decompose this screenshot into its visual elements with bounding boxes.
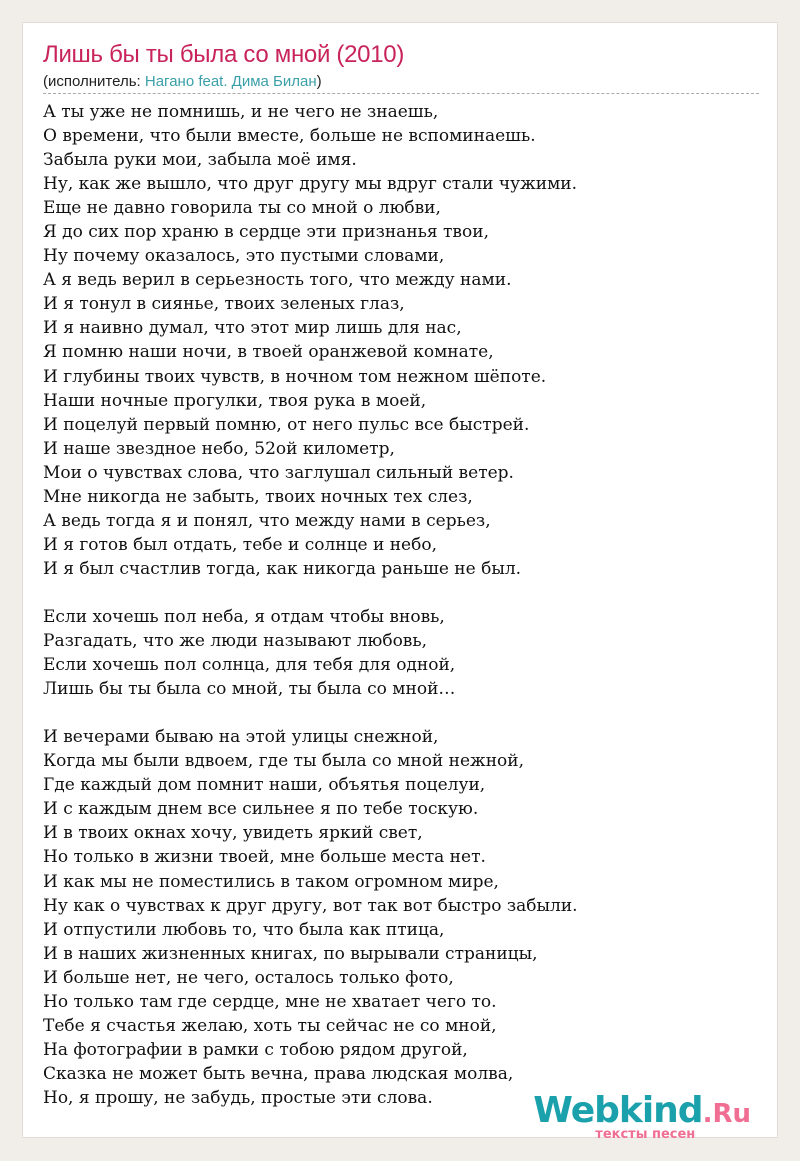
lyrics-card (22, 22, 778, 1142)
logo-main: Webkind (533, 1090, 703, 1131)
artist-suffix: ) (316, 73, 322, 90)
logo-tagline: тексты песен (595, 1127, 696, 1142)
logo-tld: .Ru (702, 1099, 751, 1129)
artist-prefix: (исполнитель: (43, 73, 145, 90)
artist-link[interactable]: Нагано feat. Дима Билан (144, 73, 317, 90)
song-title: Лишь бы ты была со мной (2010) (43, 41, 405, 68)
site-logo[interactable] (533, 1090, 751, 1142)
artist-line (43, 73, 759, 94)
lyrics-text: А ты уже не помнишь, и не чего не знаешь, О времени, что были вместе, больше не вспоминаешь. Забыла руки мои, забыла моё имя. Ну, как же вышло, что друг другу мы вдруг стали чужими. Еще не давно говорила ты со мной о любви, Я до сих пор храню в сердце эти признанья твои, Ну почему оказалось, это пустыми словами, А я ведь верил в серьезность того, что между нами. И я тонул в сиянье, твоих зеленых глаз, И я наивно думал, что этот мир лишь для нас, Я помню наши ночи, в твоей оранжевой комнате, И глубины твоих чувств, в ночном том нежном шёпоте. Наши ночные прогулки, твоя рука в моей, И поцелуй первый помню, от него пульс все быстрей. И наше звездное небо, 52ой километр, Мои о чувствах слова, что заглушал сильный ветер. Мне никогда не забыть, твоих ночных тех слез, А ведь тогда я и понял, что между нами в серьез, И я готов был отдать, тебе и солнце и небо, И я был счастлив тогда, как никогда раньше не был. Если хочешь пол неба, я отдам чтобы вновь, Разгадать, что же люди называют любовь, Если хочешь пол солнца, для тебя для одной, Лишь бы ты была со мной, ты была со мной… И вечерами бываю на этой улицы снежной, Когда мы были вдвоем, где ты была со мной нежной, Где каждый дом помнит наши, объятья поцелуи, И с каждым днем все сильнее я по тебе тоскую. И в твоих окнах хочу, увидеть яркий свет, Но только в жизни твоей, мне больше места нет. И как мы не поместились в таком огромном мире, Ну как о чувствах к друг другу, вот так вот быстро забыли. И отпустили любовь то, что была как птица, И в наших жизненных книгах, по вырывали страницы, И больше нет, не чего, осталось только фото, Но только там где сердце, мне не хватает чего то. Тебе я счастья желаю, хоть ты сейчас не со мной, На фотографии в рамки с тобою рядом другой, Сказка не может быть вечна, права людская молва, Но, я прошу, не забудь, простые эти слова. (43, 102, 578, 1108)
